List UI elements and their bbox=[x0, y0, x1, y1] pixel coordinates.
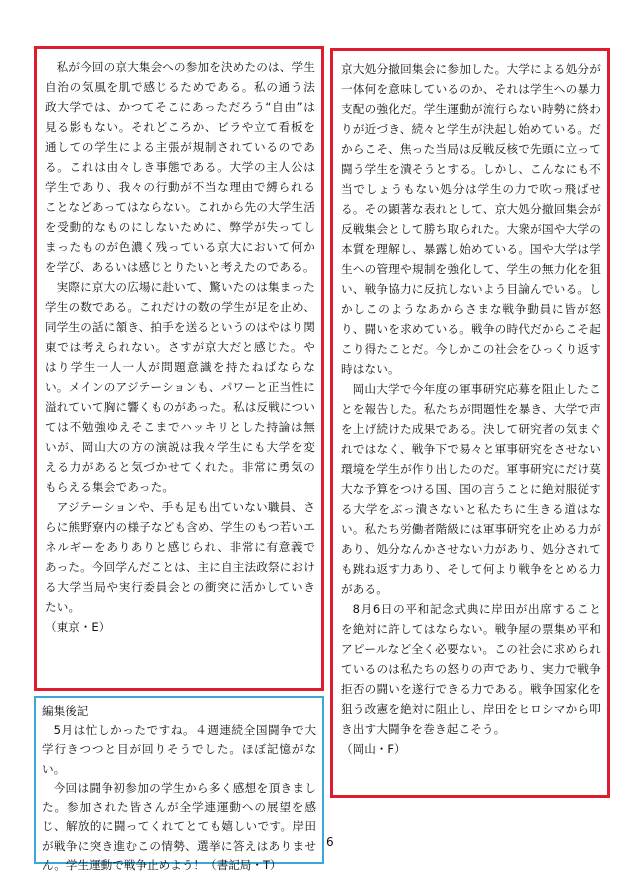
editor-note-title: 編集後記 bbox=[42, 704, 89, 718]
left-signature: （東京・E） bbox=[45, 620, 111, 634]
editor-note-paragraph-2: 今回は闘争初参加の学生から多く感想を頂きました。参加された皆さんが全学連運動への展望を感じ、解放的に闘ってくれてとても嬉しいです。岸田が戦争に突き進むこの情勢、選挙に答えはありません。学生運動で戦争止めよう！（書記局・T） bbox=[42, 780, 316, 873]
right-paragraph-2: 岡山大学で今年度の軍事研究応募を阻止したことを報告した。私たちが問題性を暴き、大学で声を上げ続けた成果である。決して研究者の気まぐれではなく、戦争下で易々と軍事研究をさせない環境を学生が作り出したのだ。軍事研究にだけ莫大な予算をつける国、国の言うことに絶対服従する大学をぶっ潰さないと私たちに生きる道はない。私たち労働者階級には軍事研究を止める力があり、処分なんかさせない力があり、処分されても跳ね返す力あり、そして何より戦争をとめる力がある。 bbox=[341, 382, 601, 596]
left-paragraph-3: アジテーションや、手も足も出ていない職員、さらに熊野寮内の様子なども含め、学生のもつ若いエネルギーをありありと感じられ、非常に有意義であった。今回学んだことは、主に自主法政祭における大学当局や実行委員会との衝突に活かしていきたい。 bbox=[45, 500, 315, 614]
left-paragraph-2: 実際に京大の広場に赴いて、驚いたのは集まった学生の数である。これだけの数の学生が足を止め、同学生の話に頷き、拍手を送るというのはやはり関東では考えられない。さすが京大だと感じた。やはり学生一人一人が問題意識を持たねばならない。メインのアジテーションも、パワーと正当性に溢れていて胸に響くものがあった。私は反戦については不勉強ゆえそこまでハッキリとした持論は無いが、岡山大の方の演説は我々学生にも大学を変える力があると気づかせてくれた。非常に勇気のもらえる集会であった。 bbox=[45, 280, 315, 494]
article-left bbox=[34, 46, 324, 691]
right-signature: （岡山・F） bbox=[341, 742, 406, 756]
page-number: 6 bbox=[326, 835, 334, 849]
right-paragraph-3: 8月6日の平和記念式典に岸田が出席することを絶対に許してはならない。戦争屋の票集め平和アピールなど全く必要ない。この社会に求められているのは私たちの怒りの声であり、実力で戦争拒否の闘いを遂行できる力である。戦争国家化を狙う改憲を絶対に阻止し、岸田をヒロシマから叩き出す大闘争を巻き起こそう。 bbox=[341, 602, 601, 736]
editor-note bbox=[34, 696, 324, 873]
right-paragraph-1: 京大処分撤回集会に参加した。大学による処分が一体何を意味しているのか、それは学生への暴力支配の強化だ。学生運動が流行らない時勢に終わりが近づき、続々と学生が決起し始めている。だからこそ、焦った当局は反戦反核で先頭に立って闘う学生を潰そうとする。しかし、こんなにも不当でしょうもない処分は学生の力で吹っ飛ばせる。その顕著な表れとして、京大処分撤回集会が反戦集会として勝ち取られた。大衆が国や大学の本質を理解し、暴露し始めている。国や大学は学生への管理や規制を強化して、学生の無力化を狙い、戦争協力に反抗しないよう目論んでいる。しかしこのようなあからさまな戦争動員に皆が怒り、闘いを求めている。戦争の時代だからこそ起こり得たことだ。今しかこの社会をひっくり返す時はない。 bbox=[341, 62, 601, 376]
editor-note-paragraph-1: 5月は忙しかったですね。４週連続全国闘争で大学行きつつと目が回りそうでした。ほぼ記憶がない。 bbox=[42, 723, 316, 776]
left-paragraph-1: 私が今回の京大集会への参加を決めたのは、学生自治の気風を肌で感じるためである。私の通う法政大学では、かつてそこにあっただろう“自由”は見る影もない。それどころか、ビラや立て看板を通しての学生による主張が規制されているのである。これは由々しき事態である。大学の主人公は学生であり、我々の行動が不当な理由で縛られることなどあってはならない。これから先の大学生活を受動的なものにしないために、弊学が失ってしまったものが色濃く残っている京大において何かを学び、あるいは感じとりたいと考えたのである。 bbox=[45, 60, 315, 274]
article-right bbox=[330, 48, 610, 798]
